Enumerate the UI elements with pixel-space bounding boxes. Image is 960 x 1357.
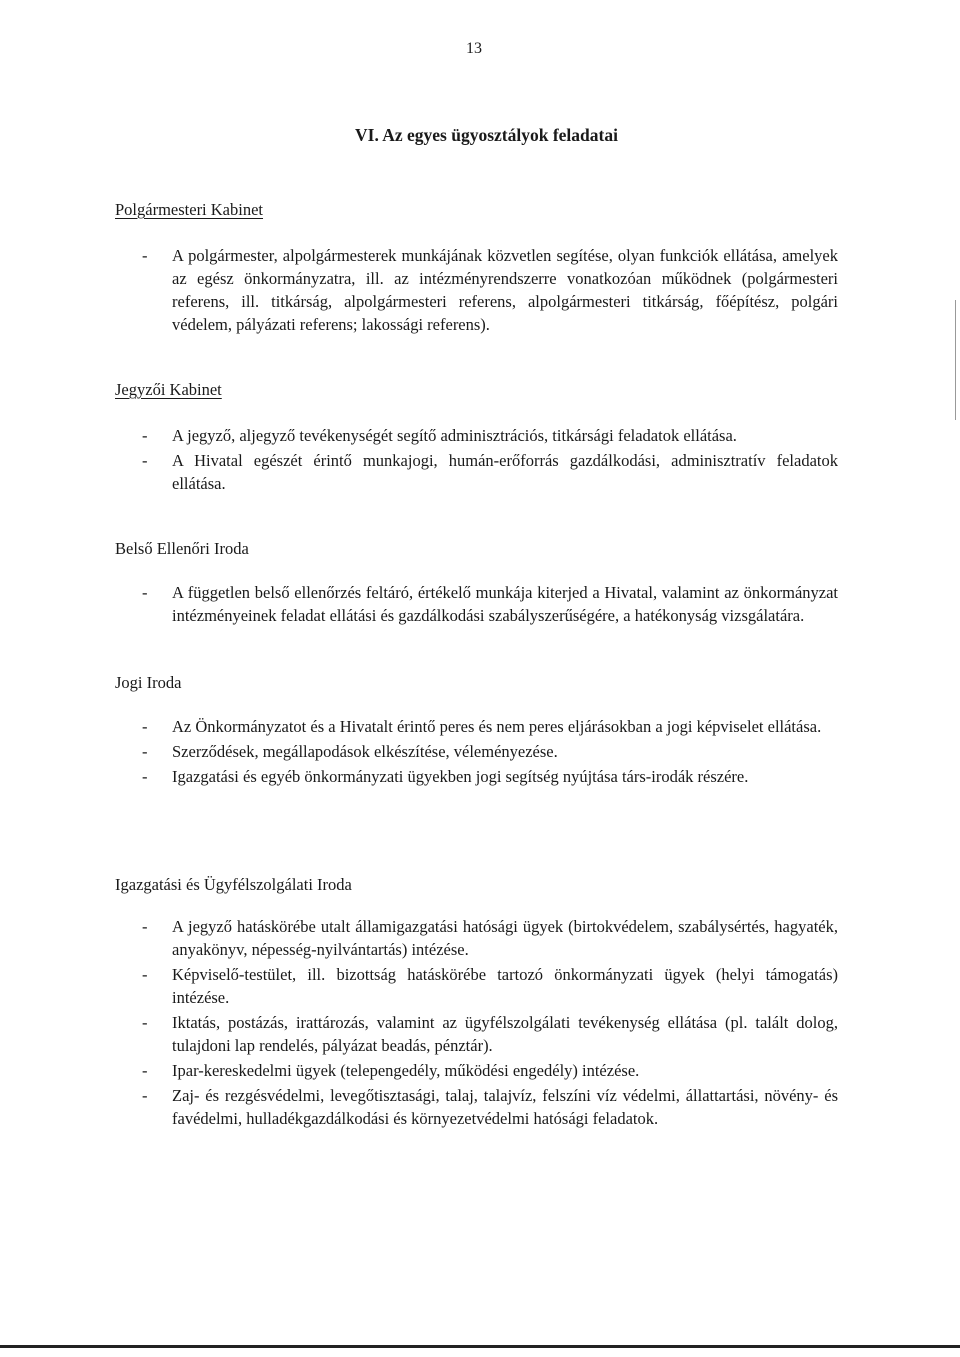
list-item <box>0 424 960 447</box>
bullet-dash: - <box>142 1061 148 1080</box>
page-number: 13 <box>466 40 482 57</box>
bullet-dash: - <box>142 717 148 736</box>
scan-bottom-edge <box>0 1345 960 1348</box>
list-item-text: A jegyző, aljegyző tevékenységét segítő adminisztrációs, titkársági feladatok ellátása. <box>172 426 737 445</box>
section-list-jegyzoi-kabinet <box>0 424 960 497</box>
list-item <box>0 1059 960 1082</box>
list-item <box>0 581 960 627</box>
list-item-text: Ipar-kereskedelmi ügyek (telepengedély, működési engedély) intézése. <box>172 1061 640 1080</box>
list-item-text: Szerződések, megállapodások elkészítése, véleményezése. <box>172 742 558 761</box>
list-item-text: Iktatás, postázás, irattározás, valamint az ügyfélszolgálati tevékenység ellátása (pl. talált dolog, tulajdoni lap rendelés, pályázat beadás, pénztár). <box>172 1013 838 1055</box>
list-item <box>0 715 960 738</box>
list-item <box>0 765 960 788</box>
bullet-dash: - <box>142 965 148 984</box>
list-item-text: A jegyző hatáskörébe utalt államigazgatási hatósági ügyek (birtokvédelem, szabálysértés, hagyaték, anyakönyv, népesség-nyilvántartás) intézése. <box>172 917 838 959</box>
list-item <box>0 244 960 336</box>
section-heading-belso-ellenori-iroda: Belső Ellenőri Iroda <box>115 539 249 558</box>
bullet-dash: - <box>142 917 148 936</box>
section-heading-polgarmesteri-kabinet: Polgármesteri Kabinet <box>115 200 264 219</box>
bullet-dash: - <box>142 742 148 761</box>
bullet-dash: - <box>142 426 148 445</box>
list-item <box>0 449 960 495</box>
list-item-text: Zaj- és rezgésvédelmi, levegőtisztasági, talaj, talajvíz, felszíni víz védelmi, állattartási, növény- és favédelmi, hulladékgazdálkodási és környezetvédelmi hatósági feladatok. <box>172 1086 838 1128</box>
section-list-igazgatasi-es-ugyfelszolgalati-iroda <box>0 915 960 1132</box>
list-item-text: A Hivatal egészét érintő munkajogi, humán-erőforrás gazdálkodási, adminisztratív feladatok ellátása. <box>172 451 838 493</box>
bullet-dash: - <box>142 246 148 265</box>
scan-edge-mark <box>955 300 956 420</box>
list-item <box>0 1011 960 1057</box>
list-item <box>0 915 960 961</box>
section-list-polgarmesteri-kabinet <box>0 244 960 338</box>
section-list-jogi-iroda <box>0 715 960 790</box>
bullet-dash: - <box>142 1086 148 1105</box>
page-title: VI. Az egyes ügyosztályok feladatai <box>355 125 618 145</box>
list-item-text: A független belső ellenőrzés feltáró, értékelő munkája kiterjed a Hivatal, valamint az önkormányzat intézményeinek feladat ellátási és gazdálkodási szabályszerűségére, a hatékonyság vizsgálatára. <box>172 583 838 625</box>
section-heading-igazgatasi-es-ugyfelszolgalati-iroda: Igazgatási és Ügyfélszolgálati Iroda <box>115 875 352 894</box>
list-item <box>0 963 960 1009</box>
list-item-text: Az Önkormányzatot és a Hivatalt érintő peres és nem peres eljárásokban a jogi képviselet ellátása. <box>172 717 822 736</box>
bullet-dash: - <box>142 767 148 786</box>
list-item-text: Igazgatási és egyéb önkormányzati ügyekben jogi segítség nyújtása társ-irodák részére. <box>172 767 749 786</box>
list-item <box>0 1084 960 1130</box>
section-list-belso-ellenori-iroda <box>0 581 960 629</box>
bullet-dash: - <box>142 583 148 602</box>
list-item-text: A polgármester, alpolgármesterek munkájának közvetlen segítése, olyan funkciók ellátása, amelyek az egész önkormányzatra, ill. az intézményrendszerre vonatkozóan működnek (polgármesteri referens, ill. titkárság, alpolgármesteri referens, alpolgármesteri titkárság, főépítész, polgári védelem, pályázati referens; lakossági referens). <box>172 246 838 334</box>
list-item-text: Képviselő-testület, ill. bizottság hatáskörébe tartozó önkormányzati ügyek (helyi támogatás) intézése. <box>172 965 838 1007</box>
bullet-dash: - <box>142 1013 148 1032</box>
section-heading-jogi-iroda: Jogi Iroda <box>115 673 182 692</box>
list-item <box>0 740 960 763</box>
bullet-dash: - <box>142 451 148 470</box>
section-heading-jegyzoi-kabinet: Jegyzői Kabinet <box>115 380 222 399</box>
